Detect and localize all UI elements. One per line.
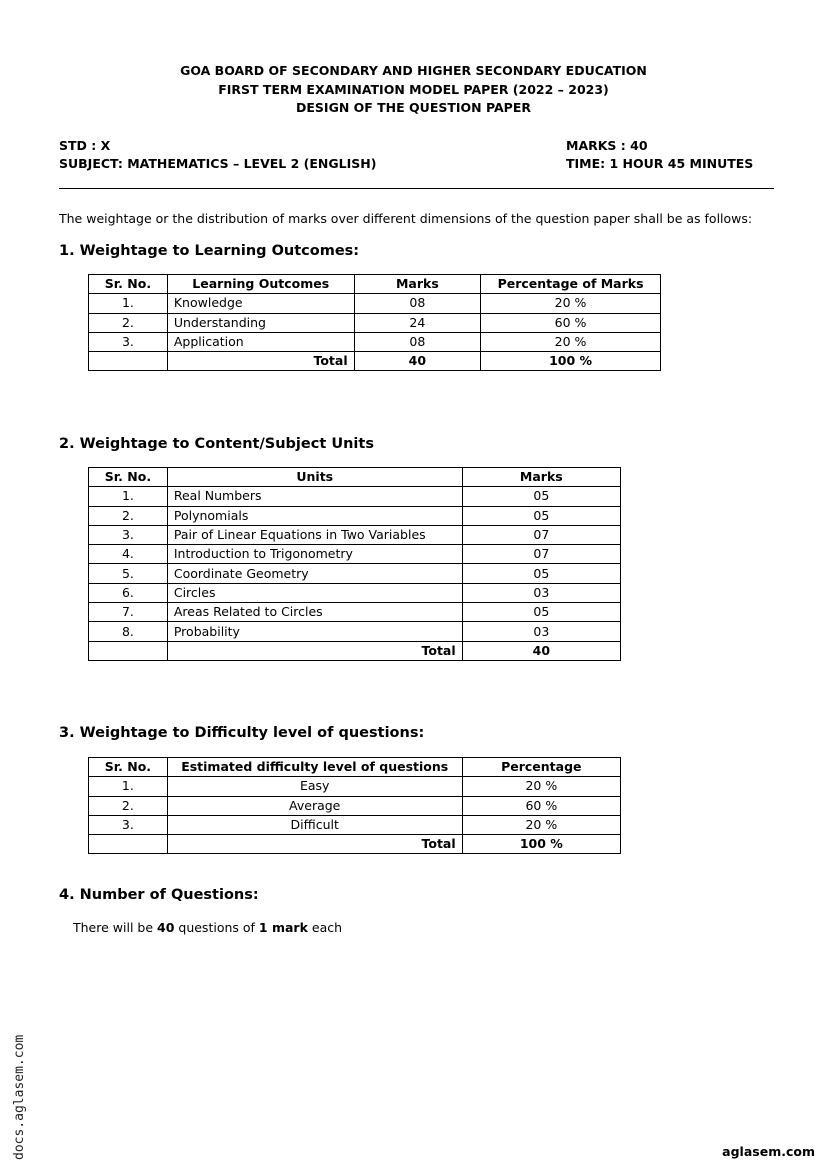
marks-cell: 08 bbox=[354, 294, 481, 313]
percentage-cell: 60 % bbox=[462, 796, 620, 815]
outcome-cell: Application bbox=[167, 332, 354, 351]
percentage-cell: 20 % bbox=[462, 815, 620, 834]
table-row bbox=[89, 506, 621, 525]
column-header: Marks bbox=[462, 468, 620, 487]
sr-no-cell: 1. bbox=[89, 777, 168, 796]
total-percentage: 100 % bbox=[481, 352, 661, 371]
total-label: Total bbox=[167, 641, 462, 660]
board-title: GOA BOARD OF SECONDARY AND HIGHER SECONDARY EDUCATION bbox=[180, 63, 647, 78]
column-header: Learning Outcomes bbox=[167, 275, 354, 294]
table-row bbox=[89, 525, 621, 544]
percentage-cell: 60 % bbox=[481, 313, 661, 332]
exam-title: FIRST TERM EXAMINATION MODEL PAPER (2022 – 2023) bbox=[218, 82, 609, 97]
marks-label: MARKS : 40 bbox=[566, 138, 648, 153]
difficulty-table bbox=[88, 757, 621, 854]
sr-no-cell: 8. bbox=[89, 622, 168, 641]
column-header: Sr. No. bbox=[89, 275, 168, 294]
column-header: Estimated difficulty level of questions bbox=[167, 758, 462, 777]
table-header-row bbox=[89, 275, 661, 294]
marks-cell: 05 bbox=[462, 564, 620, 583]
marks-cell: 08 bbox=[354, 332, 481, 351]
time-label: TIME: 1 HOUR 45 MINUTES bbox=[566, 156, 754, 171]
total-row bbox=[89, 641, 621, 660]
side-watermark: docs.aglasem.com bbox=[12, 1034, 27, 1160]
empty-cell bbox=[89, 835, 168, 854]
marks-cell: 03 bbox=[462, 583, 620, 602]
unit-cell: Circles bbox=[167, 583, 462, 602]
sr-no-cell: 2. bbox=[89, 796, 168, 815]
table-header-row bbox=[89, 468, 621, 487]
table-header-row bbox=[89, 758, 621, 777]
sr-no-cell: 3. bbox=[89, 815, 168, 834]
sr-no-cell: 2. bbox=[89, 506, 168, 525]
unit-cell: Introduction to Trigonometry bbox=[167, 545, 462, 564]
percentage-cell: 20 % bbox=[481, 332, 661, 351]
section2-title: 2. Weightage to Content/Subject Units bbox=[59, 436, 374, 452]
table-row bbox=[89, 545, 621, 564]
column-header: Sr. No. bbox=[89, 758, 168, 777]
marks-cell: 05 bbox=[462, 603, 620, 622]
table-row bbox=[89, 487, 621, 506]
unit-cell: Pair of Linear Equations in Two Variables bbox=[167, 525, 462, 544]
sr-no-cell: 6. bbox=[89, 583, 168, 602]
total-row bbox=[89, 835, 621, 854]
total-marks: 40 bbox=[462, 641, 620, 660]
marks-cell: 24 bbox=[354, 313, 481, 332]
statement-text: each bbox=[307, 920, 343, 935]
column-header: Percentage bbox=[462, 758, 620, 777]
marks-cell: 03 bbox=[462, 622, 620, 641]
design-title: DESIGN OF THE QUESTION PAPER bbox=[296, 100, 531, 115]
marks-cell: 07 bbox=[462, 545, 620, 564]
total-marks: 40 bbox=[354, 352, 481, 371]
sr-no-cell: 3. bbox=[89, 525, 168, 544]
marks-cell: 05 bbox=[462, 506, 620, 525]
column-header: Sr. No. bbox=[89, 468, 168, 487]
sr-no-cell: 3. bbox=[89, 332, 168, 351]
section1-title: 1. Weightage to Learning Outcomes: bbox=[59, 243, 360, 259]
table-row bbox=[89, 313, 661, 332]
column-header: Marks bbox=[354, 275, 481, 294]
percentage-cell: 20 % bbox=[481, 294, 661, 313]
sr-no-cell: 1. bbox=[89, 487, 168, 506]
unit-cell: Real Numbers bbox=[167, 487, 462, 506]
outcome-cell: Understanding bbox=[167, 313, 354, 332]
total-label: Total bbox=[167, 352, 354, 371]
statement-text: questions of bbox=[174, 920, 259, 935]
table-row bbox=[89, 796, 621, 815]
table-row bbox=[89, 622, 621, 641]
total-label: Total bbox=[167, 835, 462, 854]
percentage-cell: 20 % bbox=[462, 777, 620, 796]
section3-title: 3. Weightage to Difficulty level of questions: bbox=[59, 725, 425, 741]
unit-cell: Probability bbox=[167, 622, 462, 641]
table-row bbox=[89, 564, 621, 583]
empty-cell bbox=[89, 352, 168, 371]
table-row bbox=[89, 815, 621, 834]
learning-outcomes-table bbox=[88, 274, 661, 371]
empty-cell bbox=[89, 641, 168, 660]
content-units-table bbox=[88, 467, 621, 661]
sr-no-cell: 5. bbox=[89, 564, 168, 583]
table-row bbox=[89, 583, 621, 602]
unit-cell: Areas Related to Circles bbox=[167, 603, 462, 622]
unit-cell: Polynomials bbox=[167, 506, 462, 525]
difficulty-cell: Average bbox=[167, 796, 462, 815]
table-row bbox=[89, 603, 621, 622]
sr-no-cell: 4. bbox=[89, 545, 168, 564]
sr-no-cell: 2. bbox=[89, 313, 168, 332]
marks-cell: 07 bbox=[462, 525, 620, 544]
table-row bbox=[89, 777, 621, 796]
std-label: STD : X bbox=[59, 138, 111, 153]
sr-no-cell: 1. bbox=[89, 294, 168, 313]
statement-text: There will be bbox=[73, 920, 157, 935]
questions-statement bbox=[73, 920, 342, 935]
outcome-cell: Knowledge bbox=[167, 294, 354, 313]
total-row bbox=[89, 352, 661, 371]
unit-cell: Coordinate Geometry bbox=[167, 564, 462, 583]
footer-brand: aglasem.com bbox=[722, 1144, 815, 1159]
table-row bbox=[89, 332, 661, 351]
difficulty-cell: Difficult bbox=[167, 815, 462, 834]
marks-cell: 05 bbox=[462, 487, 620, 506]
mark-value: 1 mark bbox=[258, 920, 308, 935]
column-header: Percentage of Marks bbox=[481, 275, 661, 294]
column-header: Units bbox=[167, 468, 462, 487]
subject-label: SUBJECT: MATHEMATICS – LEVEL 2 (ENGLISH) bbox=[59, 156, 377, 171]
question-count: 40 bbox=[157, 920, 175, 935]
sr-no-cell: 7. bbox=[89, 603, 168, 622]
difficulty-cell: Easy bbox=[167, 777, 462, 796]
section4-title: 4. Number of Questions: bbox=[59, 887, 259, 903]
table-row bbox=[89, 294, 661, 313]
intro-text: The weightage or the distribution of marks over different dimensions of the question paper shall be as follows: bbox=[59, 211, 753, 226]
total-percentage: 100 % bbox=[462, 835, 620, 854]
header-divider bbox=[59, 188, 774, 189]
